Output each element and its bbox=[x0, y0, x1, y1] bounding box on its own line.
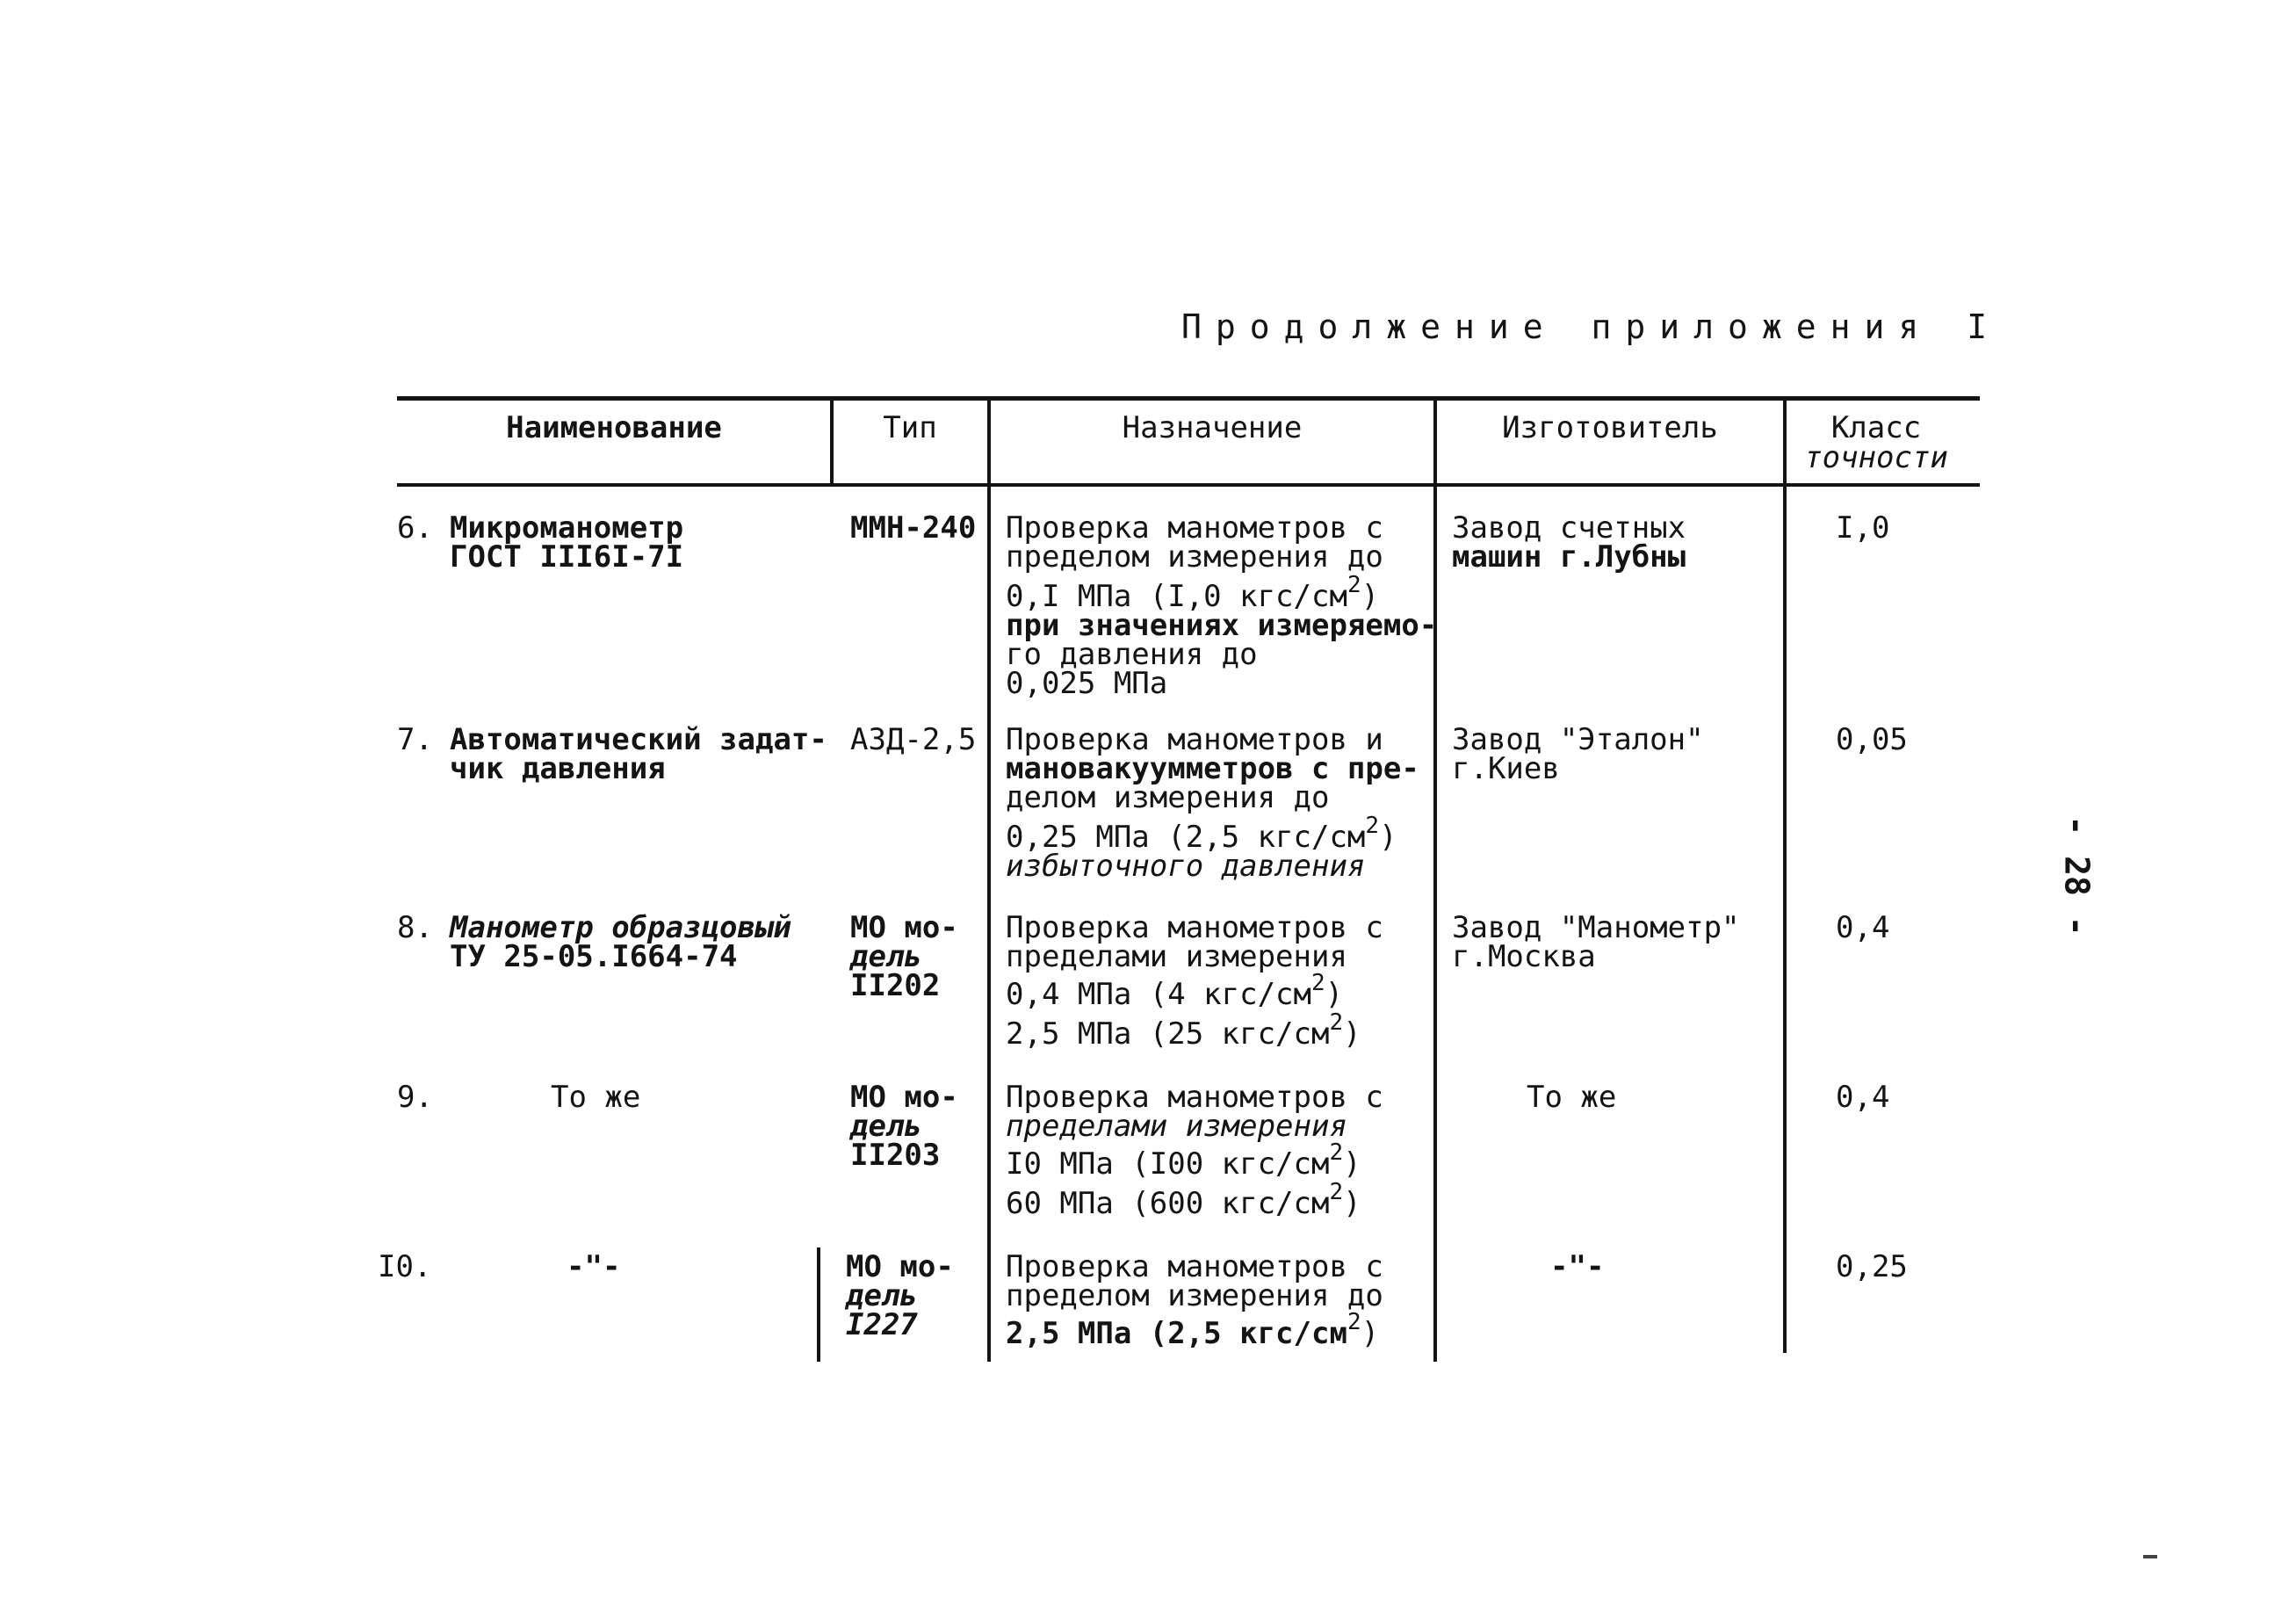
page-number: - 28 - bbox=[2057, 815, 2097, 936]
table-row-purpose: Проверка манометров и мановакуумметров с пре- делом измерения до 0,25 МПа (2,5 кгс/$см^2$) избыточного давления bbox=[1006, 722, 1419, 884]
table-row-purpose: Проверка манометров с пределами измерения 0,4 МПа (4 кгс/$см^2$) 2,5 МПа (25 кгс/$см^2$) bbox=[1006, 910, 1383, 1052]
table-row-type: ММН-240 bbox=[850, 510, 977, 546]
column-separator-1 bbox=[830, 398, 834, 485]
table-row-accuracy: 0,25 bbox=[1836, 1249, 1908, 1284]
table-row-number: 8. bbox=[397, 910, 433, 945]
table-row-accuracy: 0,4 bbox=[1836, 910, 1890, 945]
table-row-purpose: Проверка манометров с пределами измерения I0 МПа (I00 кгс/$см^2$) 60 МПа (600 кгс/$см^2$) bbox=[1006, 1080, 1383, 1221]
table-row-number: 9. bbox=[397, 1080, 433, 1115]
column-separator-2 bbox=[987, 398, 991, 1362]
table-row-maker: То же bbox=[1527, 1080, 1617, 1115]
table-row-accuracy: I,0 bbox=[1836, 510, 1890, 546]
page-heading: Продолжение приложения I bbox=[1181, 307, 2002, 346]
table-row-name: Манометр образцовый ТУ 25-05.I664-74 bbox=[450, 910, 791, 974]
header-name: Наименование bbox=[506, 410, 722, 445]
table-row-name: То же bbox=[551, 1080, 641, 1115]
table-row-maker: Завод "Эталон" г.Киев bbox=[1452, 722, 1704, 786]
table-row-purpose: Проверка манометров с пределом измерения до 0,I МПа (I,0 кгс/$см^2$) при значениях измеряемо- го давления до 0,025 МПа bbox=[1006, 510, 1438, 701]
table-header-rule bbox=[397, 483, 1980, 487]
table-row-number: 6. bbox=[397, 510, 433, 546]
table-row-name: -"- bbox=[567, 1249, 621, 1284]
table-top-rule bbox=[397, 396, 1980, 401]
table-row-purpose: Проверка манометров с пределом измерения до 2,5 МПа (2,5 кгс/$см^2$) bbox=[1006, 1249, 1383, 1351]
scan-mark bbox=[2143, 1555, 2157, 1558]
table-row-name: Микроманометр ГОСТ III6I-7I bbox=[450, 510, 684, 575]
column-separator-1-body bbox=[817, 1247, 820, 1362]
table-row-maker: -"- bbox=[1550, 1249, 1605, 1284]
table-row-accuracy: 0,4 bbox=[1836, 1080, 1890, 1115]
header-maker: Изготовитель bbox=[1502, 410, 1718, 445]
table-row-maker: Завод счетных машин г.Лубны bbox=[1452, 510, 1686, 575]
table-row-type: МО мо- дель II203 bbox=[850, 1080, 958, 1173]
table-row-type: АЗД-2,5 bbox=[850, 722, 977, 757]
header-purpose: Назначение bbox=[1122, 410, 1303, 445]
table-row-maker: Завод "Манометр" г.Москва bbox=[1452, 910, 1740, 974]
table-row-type: МО мо- дель I227 bbox=[846, 1249, 954, 1342]
table-row-accuracy: 0,05 bbox=[1836, 722, 1908, 757]
table-row-number: 7. bbox=[397, 722, 433, 757]
column-separator-4 bbox=[1783, 398, 1787, 1353]
header-type: Тип bbox=[883, 410, 937, 445]
table-row-name: Автоматический задат- чик давления bbox=[450, 722, 827, 786]
header-accuracy: Класс точности bbox=[1804, 410, 1948, 475]
table-row-type: МО мо- дель II202 bbox=[850, 910, 958, 1003]
table-row-number: I0. bbox=[378, 1249, 432, 1284]
